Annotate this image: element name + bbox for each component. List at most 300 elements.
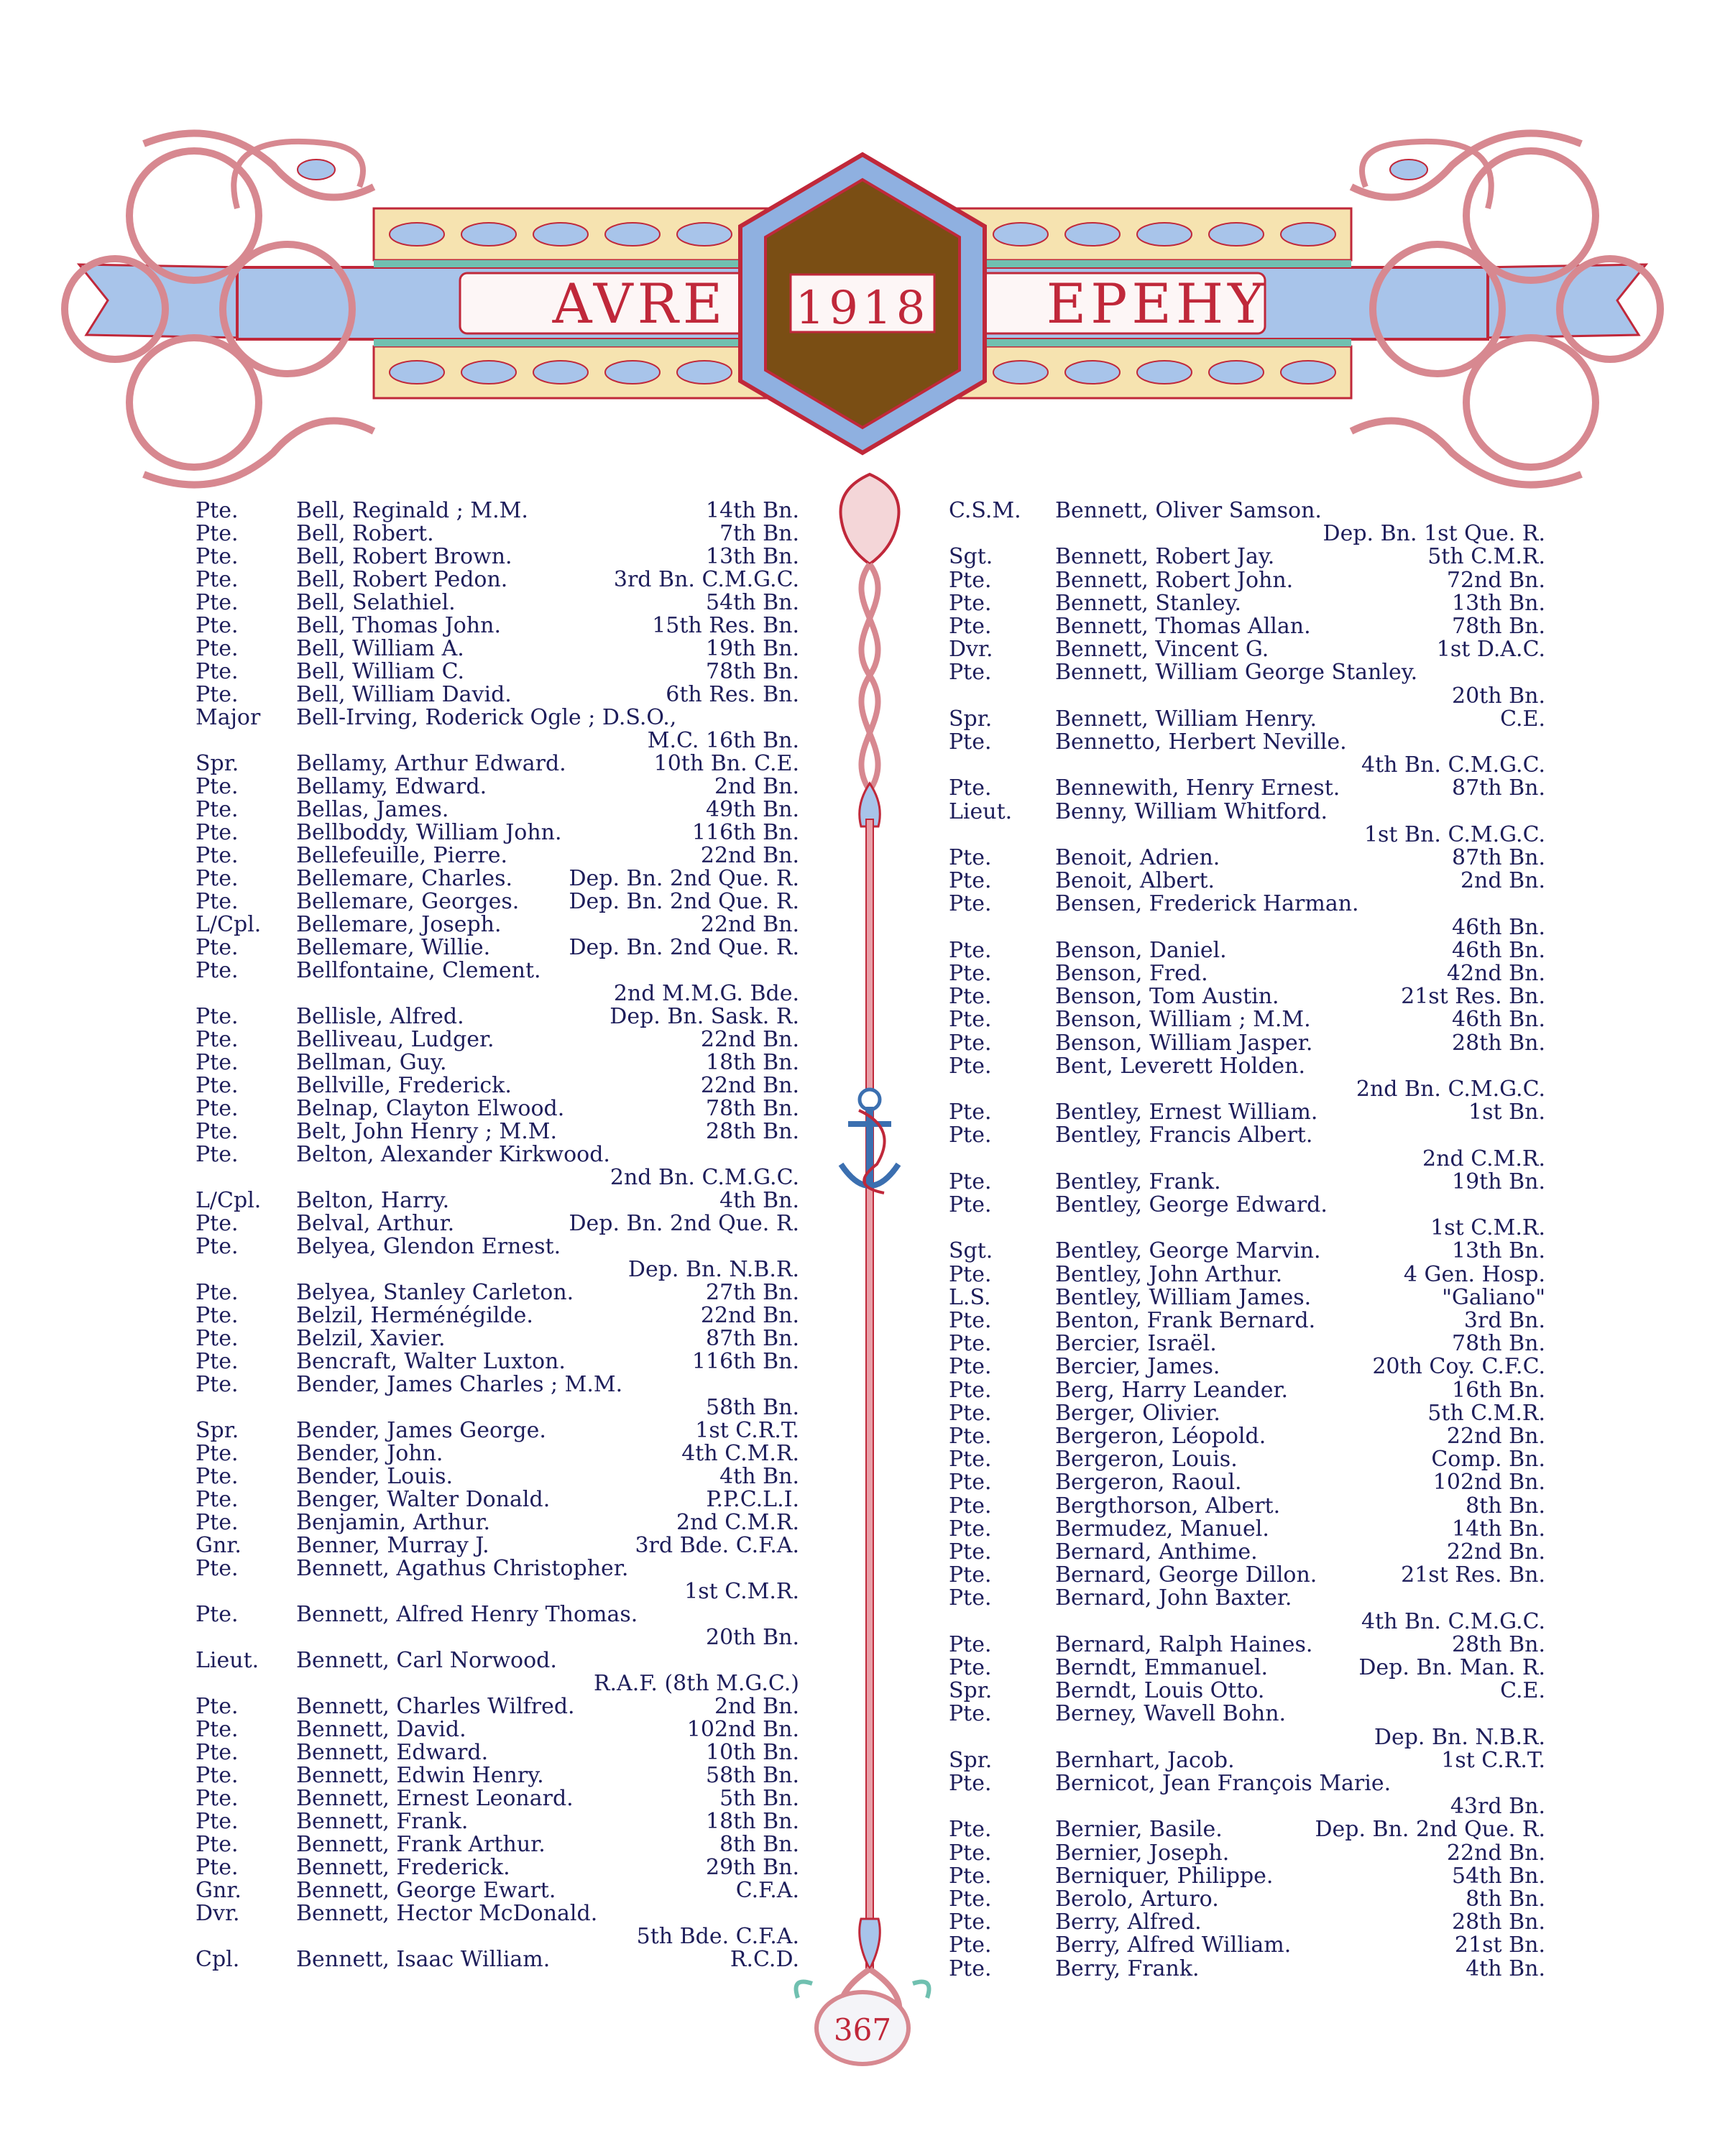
roll-entry	[949, 1680, 1545, 1703]
entry-name: Benny, William Whitford.	[1055, 798, 1328, 824]
entry-unit: 2nd Bn.	[714, 774, 799, 799]
entry-rank: Pte.	[196, 1142, 239, 1167]
roll-entry	[949, 1194, 1545, 1217]
entry-name: Bell, Robert Brown.	[296, 544, 512, 569]
entry-rank: Pte.	[196, 659, 239, 684]
entry-unit: 22nd Bn.	[700, 843, 799, 868]
entry-rank: Pte.	[196, 1809, 239, 1834]
entry-unit: 18th Bn.	[706, 1050, 799, 1075]
vertical-rule	[866, 819, 873, 1969]
entry-name: Berry, Alfred William.	[1055, 1932, 1292, 1958]
entry-rank: Pte.	[196, 521, 239, 546]
entry-rank: Dvr.	[949, 637, 993, 663]
entry-unit: Dep. Bn. N.B.R.	[1374, 1724, 1545, 1750]
entry-rank: Pte.	[196, 935, 239, 960]
entry-rank: Pte.	[949, 1516, 992, 1542]
entry-name: Bellemare, Willie.	[296, 935, 491, 960]
entry-rank: Pte.	[196, 1004, 239, 1029]
roll-entry	[196, 1810, 799, 1833]
entry-rank: Pte.	[196, 1096, 239, 1121]
roll-entry	[196, 1948, 799, 1971]
entry-name: Bennett, Agathus Christopher.	[296, 1556, 629, 1581]
leaf-flourish-left	[298, 160, 335, 180]
left-column	[196, 499, 799, 1994]
entry-rank: Pte.	[196, 1832, 239, 1857]
entry-unit: M.C. 16th Bn.	[647, 728, 799, 753]
roll-entry	[949, 1078, 1545, 1101]
entry-unit: 3rd Bn.	[1463, 1308, 1545, 1333]
entry-name: Bennett, William Henry.	[1055, 706, 1317, 732]
entry-unit: 54th Bn.	[706, 590, 799, 615]
entry-rank: Pte.	[196, 1027, 239, 1052]
roll-entry	[949, 1842, 1545, 1865]
roll-entry	[949, 1608, 1545, 1634]
entry-name: Berger, Olivier.	[1055, 1400, 1220, 1426]
roll-entry	[949, 1148, 1545, 1171]
entry-unit: 22nd Bn.	[700, 912, 799, 937]
entry-rank: L/Cpl.	[196, 912, 262, 937]
entry-rank: Dvr.	[196, 1901, 240, 1926]
roll-entry	[949, 1495, 1545, 1518]
illuminated-header	[0, 0, 1725, 503]
banner-title-right: EPEHY	[1046, 272, 1269, 336]
header-ornament	[0, 0, 1725, 503]
roll-entry	[949, 1332, 1545, 1355]
entry-unit: 2nd C.M.R.	[1422, 1146, 1545, 1171]
entry-unit: 58th Bn.	[706, 1395, 799, 1420]
anchor-icon	[841, 1089, 898, 1193]
roll-entry	[196, 821, 799, 844]
roll-entry	[196, 1672, 799, 1695]
entry-rank: Pte.	[196, 1717, 239, 1742]
entry-unit: Dep. Bn. 2nd Que. R.	[569, 866, 799, 891]
entry-name: Bell, William David.	[296, 682, 512, 707]
entry-rank: Lieut.	[949, 798, 1013, 824]
roll-entry	[196, 798, 799, 821]
entry-unit: 22nd Bn.	[700, 1073, 799, 1098]
entry-name: Bercier, James.	[1055, 1354, 1220, 1380]
entry-unit: 2nd Bn.	[714, 1694, 799, 1719]
entry-rank: Pte.	[949, 984, 992, 1010]
roll-entry	[196, 1258, 799, 1281]
entry-unit: 42nd Bn.	[1446, 961, 1545, 986]
roll-entry	[949, 1911, 1545, 1934]
entry-name: Bercier, Israël.	[1055, 1331, 1217, 1357]
entry-rank: Pte.	[196, 1050, 239, 1075]
roll-entry	[949, 1448, 1545, 1471]
roll-entry	[949, 1124, 1545, 1147]
entry-rank: C.S.M.	[949, 498, 1021, 523]
entry-unit: 28th Bn.	[706, 1119, 799, 1144]
entry-unit: 8th Bn.	[1466, 1886, 1545, 1912]
entry-rank: Pte.	[196, 682, 239, 707]
roll-entry	[196, 890, 799, 913]
entry-unit: 8th Bn.	[1466, 1493, 1545, 1519]
entry-name: Bernier, Joseph.	[1055, 1840, 1230, 1866]
entry-name: Bencraft, Walter Luxton.	[296, 1349, 566, 1374]
entry-unit: 4th C.M.R.	[681, 1441, 799, 1466]
roll-entry	[196, 1787, 799, 1810]
roll-entry	[949, 962, 1545, 985]
entry-name: Bellisle, Alfred.	[296, 1004, 464, 1029]
entry-rank: Pte.	[949, 1377, 992, 1403]
entry-name: Bennett, Frank Arthur.	[296, 1832, 546, 1857]
entry-rank: Pte.	[949, 590, 992, 616]
roll-entry	[196, 1097, 799, 1120]
entry-rank: Pte.	[196, 590, 239, 615]
roll-entry	[949, 1703, 1545, 1726]
entry-name: Bellas, James.	[296, 797, 449, 822]
entry-name: Bentley, John Arthur.	[1055, 1261, 1283, 1287]
entry-rank: Cpl.	[196, 1947, 240, 1972]
entry-unit: Comp. Bn.	[1431, 1447, 1545, 1473]
entry-unit: 14th Bn.	[706, 498, 799, 523]
entry-rank: Pte.	[196, 567, 239, 592]
entry-rank: Pte.	[949, 567, 992, 593]
roll-entry	[196, 1350, 799, 1373]
roll-entry	[196, 1741, 799, 1764]
entry-name: Bellefeuille, Pierre.	[296, 843, 508, 868]
roll-entry	[949, 638, 1545, 661]
entry-name: Bergeron, Raoul.	[1055, 1470, 1242, 1496]
entry-unit: 22nd Bn.	[700, 1303, 799, 1328]
entry-name: Bell, William A.	[296, 636, 464, 661]
entry-rank: Pte.	[196, 544, 239, 569]
roll-entry	[196, 1465, 799, 1488]
entry-unit: 28th Bn.	[1452, 1631, 1545, 1657]
entry-unit: P.P.C.L.I.	[706, 1487, 799, 1512]
entry-name: Bentley, George Marvin.	[1055, 1238, 1321, 1264]
entry-rank: Pte.	[196, 1487, 239, 1512]
entry-unit: 2nd M.M.G. Bde.	[613, 981, 799, 1006]
roll-entry	[196, 1235, 799, 1258]
roll-entry	[196, 1833, 799, 1856]
entry-name: Belval, Arthur.	[296, 1211, 455, 1236]
entry-rank: Pte.	[949, 1169, 992, 1194]
entry-name: Benoit, Albert.	[1055, 868, 1215, 894]
entry-rank: Pte.	[949, 660, 992, 686]
entry-rank: Pte.	[949, 1331, 992, 1357]
entry-rank: Pte.	[949, 1493, 992, 1519]
entry-unit: 1st D.A.C.	[1436, 637, 1545, 663]
entry-name: Bernard, George Dillon.	[1055, 1562, 1317, 1588]
roll-entry	[949, 821, 1545, 847]
entry-rank: Spr.	[196, 751, 239, 776]
entry-unit: 5th C.M.R.	[1427, 544, 1545, 570]
entry-unit: C.F.A.	[735, 1878, 799, 1903]
entry-name: Bennett, Oliver Samson.	[1055, 498, 1322, 523]
roll-entry	[949, 985, 1545, 1008]
page-number: 367	[833, 2012, 892, 2047]
roll-entry	[196, 706, 799, 729]
entry-rank: Pte.	[196, 498, 239, 523]
roll-entry	[949, 1865, 1545, 1888]
roll-entry	[196, 499, 799, 522]
entry-rank: Gnr.	[196, 1878, 242, 1903]
roll-entry	[949, 1471, 1545, 1494]
divider-ornament	[827, 460, 913, 2099]
entry-name: Bergeron, Léopold.	[1055, 1424, 1266, 1449]
roll-entry	[196, 1419, 799, 1442]
entry-name: Bellemare, Charles.	[296, 866, 513, 891]
roll-entry	[949, 1171, 1545, 1194]
entry-unit: 21st Res. Bn.	[1401, 984, 1545, 1010]
roll-entry	[196, 775, 799, 798]
entry-name: Belnap, Clayton Elwood.	[296, 1096, 565, 1121]
roll-entry	[949, 1425, 1545, 1448]
entry-name: Bellman, Guy.	[296, 1050, 447, 1075]
entry-name: Benson, Fred.	[1055, 961, 1208, 986]
entry-name: Benson, Daniel.	[1055, 937, 1227, 963]
roll-entry	[196, 1764, 799, 1787]
entry-name: Bell, Thomas John.	[296, 613, 501, 638]
entry-name: Bennett, William George Stanley.	[1055, 660, 1418, 686]
roll-entry	[949, 1564, 1545, 1587]
roll-entry	[196, 660, 799, 683]
entry-rank: Pte.	[196, 1326, 239, 1351]
entry-unit: 2nd C.M.R.	[676, 1510, 799, 1535]
entry-unit: 6th Res. Bn.	[666, 682, 799, 707]
entry-rank: Pte.	[949, 1424, 992, 1449]
entry-rank: Spr.	[949, 1747, 993, 1773]
entry-name: Belzil, Herménégilde.	[296, 1303, 533, 1328]
entry-rank: Pte.	[196, 1234, 239, 1259]
roll-entry	[196, 1005, 799, 1028]
entry-rank: Pte.	[196, 820, 239, 845]
entry-name: Bell, Reginald ; M.M.	[296, 498, 528, 523]
roll-entry	[196, 1143, 799, 1166]
entry-name: Bennett, Frederick.	[296, 1855, 510, 1880]
entry-name: Benjamin, Arthur.	[296, 1510, 491, 1535]
entry-name: Bell, William C.	[296, 659, 465, 684]
entry-unit: 8th Bn.	[719, 1832, 799, 1857]
entry-unit: R.A.F. (8th M.G.C.)	[593, 1671, 799, 1696]
entry-name: Berry, Alfred.	[1055, 1909, 1202, 1935]
entry-name: Bennett, Carl Norwood.	[296, 1648, 557, 1673]
entry-name: Bellboddy, William John.	[296, 820, 562, 845]
roll-entry	[949, 1379, 1545, 1402]
entry-rank: Gnr.	[196, 1533, 242, 1558]
entry-name: Bennett, Thomas Allan.	[1055, 614, 1311, 639]
roll-entry	[949, 1541, 1545, 1564]
entry-unit: 4th Bn. C.M.G.C.	[1361, 1608, 1545, 1634]
entry-name: Bennett, Isaac William.	[296, 1947, 551, 1972]
entry-rank: Pte.	[949, 1447, 992, 1473]
entry-unit: 7th Bn.	[719, 521, 799, 546]
entry-rank: Pte.	[196, 889, 239, 914]
entry-name: Bernard, Anthime.	[1055, 1539, 1258, 1565]
entry-rank: Pte.	[949, 775, 992, 801]
entry-rank: Pte.	[196, 1280, 239, 1305]
entry-unit: 4th Bn. C.M.G.C.	[1361, 752, 1545, 778]
entry-unit: 3rd Bn. C.M.G.C.	[613, 567, 799, 592]
roll-entry	[949, 1032, 1545, 1055]
roll-entry	[949, 847, 1545, 870]
roll-entry	[196, 1925, 799, 1948]
roll-entry	[949, 893, 1545, 916]
entry-rank: Pte.	[949, 1701, 992, 1727]
entry-rank: Pte.	[196, 958, 239, 983]
roll-entry	[949, 1772, 1545, 1795]
entry-name: Bernard, Ralph Haines.	[1055, 1631, 1313, 1657]
entry-name: Bennett, Robert John.	[1055, 567, 1294, 593]
roll-entry	[949, 916, 1545, 939]
roll-entry	[949, 1888, 1545, 1911]
entry-unit: 5th Bde. C.F.A.	[636, 1924, 799, 1949]
roll-entry	[949, 1402, 1545, 1425]
roll-entry	[196, 1304, 799, 1327]
entry-rank: Pte.	[949, 1562, 992, 1588]
entry-name: Bennett, Robert Jay.	[1055, 544, 1275, 570]
entry-name: Bennett, Vincent G.	[1055, 637, 1269, 663]
entry-rank: Pte.	[196, 1119, 239, 1144]
entry-unit: Dep. Bn. 1st Que. R.	[1322, 521, 1545, 547]
roll-entry	[196, 936, 799, 959]
entry-rank: L/Cpl.	[196, 1188, 262, 1213]
entry-name: Belliveau, Ludger.	[296, 1027, 494, 1052]
entry-rank: Pte.	[949, 1470, 992, 1496]
entry-unit: 20th Bn.	[706, 1625, 799, 1650]
roll-entry	[196, 959, 799, 982]
roll-entry	[949, 1309, 1545, 1332]
entry-unit: Dep. Bn. 2nd Que. R.	[1315, 1817, 1545, 1843]
entry-name: Bermudez, Manuel.	[1055, 1516, 1269, 1542]
roll-entry	[949, 569, 1545, 592]
right-column	[949, 499, 1545, 1994]
entry-name: Bernier, Basile.	[1055, 1817, 1223, 1843]
entry-unit: 22nd Bn.	[700, 1027, 799, 1052]
entry-unit: 46th Bn.	[1452, 1007, 1545, 1033]
entry-rank: Pte.	[949, 1053, 992, 1079]
roll-entry	[196, 1120, 799, 1143]
entry-name: Berndt, Louis Otto.	[1055, 1678, 1265, 1704]
entry-unit: 43rd Bn.	[1450, 1794, 1545, 1820]
entry-rank: Pte.	[196, 1464, 239, 1489]
banner-year: 1918	[795, 282, 930, 335]
roll-entry	[196, 1902, 799, 1925]
entry-name: Bellemare, Georges.	[296, 889, 520, 914]
entry-name: Bentley, Francis Albert.	[1055, 1123, 1313, 1148]
entry-rank: Pte.	[196, 797, 239, 822]
entry-unit: 19th Bn.	[706, 636, 799, 661]
entry-rank: Pte.	[949, 1123, 992, 1148]
entry-name: Bennett, Frank.	[296, 1809, 469, 1834]
roll-entry	[949, 1749, 1545, 1772]
entry-unit: 5th C.M.R.	[1427, 1400, 1545, 1426]
entry-unit: R.C.D.	[730, 1947, 799, 1972]
entry-name: Bennetto, Herbert Neville.	[1055, 729, 1347, 755]
entry-name: Benson, Tom Austin.	[1055, 984, 1279, 1010]
entry-name: Benton, Frank Bernard.	[1055, 1308, 1316, 1333]
roll-entry	[949, 661, 1545, 684]
entry-rank: Pte.	[196, 1372, 239, 1397]
entry-unit: 1st C.R.T.	[1441, 1747, 1545, 1773]
entry-rank: Pte.	[949, 1354, 992, 1380]
entry-name: Bennett, Charles Wilfred.	[296, 1694, 575, 1719]
entry-unit: 87th Bn.	[1452, 775, 1545, 801]
roll-entry	[196, 982, 799, 1005]
entry-name: Bender, John.	[296, 1441, 443, 1466]
entry-rank: Pte.	[949, 1863, 992, 1889]
entry-rank: Pte.	[196, 1602, 239, 1627]
entry-rank: Pte.	[949, 1007, 992, 1033]
roll-entry	[949, 754, 1545, 777]
entry-rank: Pte.	[949, 1192, 992, 1217]
entry-rank: Pte.	[196, 843, 239, 868]
roll-entry	[949, 1263, 1545, 1286]
roll-entry	[949, 939, 1545, 962]
roll-entry	[196, 1281, 799, 1304]
entry-name: Berolo, Arturo.	[1055, 1886, 1219, 1912]
entry-unit: 116th Bn.	[691, 820, 799, 845]
entry-name: Belt, John Henry ; M.M.	[296, 1119, 558, 1144]
entry-rank: Pte.	[196, 613, 239, 638]
entry-rank: Spr.	[949, 1678, 993, 1704]
entry-unit: 28th Bn.	[1452, 1909, 1545, 1935]
entry-name: Bellville, Frederick.	[296, 1073, 512, 1098]
entry-unit: 15th Res. Bn.	[652, 613, 799, 638]
roll-entry	[949, 545, 1545, 568]
entry-unit: Dep. Bn. 2nd Que. R.	[569, 935, 799, 960]
roll-entry	[949, 1934, 1545, 1957]
entry-unit: 18th Bn.	[706, 1809, 799, 1834]
entry-name: Bell, Robert Pedon.	[296, 567, 508, 592]
roll-entry	[949, 1055, 1545, 1078]
entry-name: Bell, Robert.	[296, 521, 434, 546]
entry-unit: 20th Bn.	[1452, 683, 1545, 709]
entry-rank: Pte.	[949, 1100, 992, 1125]
entry-unit: 78th Bn.	[706, 1096, 799, 1121]
entry-name: Bennett, Alfred Henry Thomas.	[296, 1602, 638, 1627]
entry-unit: 2nd Bn.	[1460, 868, 1545, 894]
roll-entry	[949, 1955, 1545, 1981]
entry-unit: 29th Bn.	[706, 1855, 799, 1880]
entry-name: Bennett, Edward.	[296, 1740, 489, 1765]
entry-name: Belzil, Xavier.	[296, 1326, 446, 1351]
entry-name: Bennett, David.	[296, 1717, 466, 1742]
roll-entry	[196, 1212, 799, 1235]
entry-unit: 3rd Bde. C.F.A.	[635, 1533, 799, 1558]
entry-unit: 10th Bn.	[706, 1740, 799, 1765]
roll-entry	[949, 1101, 1545, 1124]
entry-unit: 1st Bn. C.M.G.C.	[1363, 821, 1545, 847]
entry-rank: Pte.	[949, 845, 992, 870]
entry-name: Bernhart, Jacob.	[1055, 1747, 1235, 1773]
entry-rank: Pte.	[196, 1211, 239, 1236]
entry-name: Bentley, George Edward.	[1055, 1192, 1328, 1217]
roll-entry	[949, 731, 1545, 754]
entry-unit: 1st C.M.R.	[684, 1579, 799, 1604]
entry-name: Bentley, Frank.	[1055, 1169, 1221, 1194]
roll-entry	[196, 867, 799, 890]
entry-unit: 58th Bn.	[706, 1763, 799, 1788]
roll-entry	[196, 1511, 799, 1534]
monogram-shield	[841, 474, 899, 564]
roll-entry	[949, 1008, 1545, 1031]
entry-name: Bell, Selathiel.	[296, 590, 456, 615]
entry-name: Belyea, Glendon Ernest.	[296, 1234, 561, 1259]
entry-unit: 14th Bn.	[1452, 1516, 1545, 1542]
entry-rank: Lieut.	[196, 1648, 259, 1673]
roll-entry	[196, 545, 799, 568]
entry-rank: Spr.	[949, 706, 993, 732]
entry-unit: 102nd Bn.	[686, 1717, 799, 1742]
entry-unit: 116th Bn.	[691, 1349, 799, 1374]
roll-entry	[949, 777, 1545, 800]
entry-unit: Dep. Bn. 2nd Que. R.	[569, 1211, 799, 1236]
roll-entry	[196, 913, 799, 936]
entry-rank: Pte.	[949, 1771, 992, 1796]
